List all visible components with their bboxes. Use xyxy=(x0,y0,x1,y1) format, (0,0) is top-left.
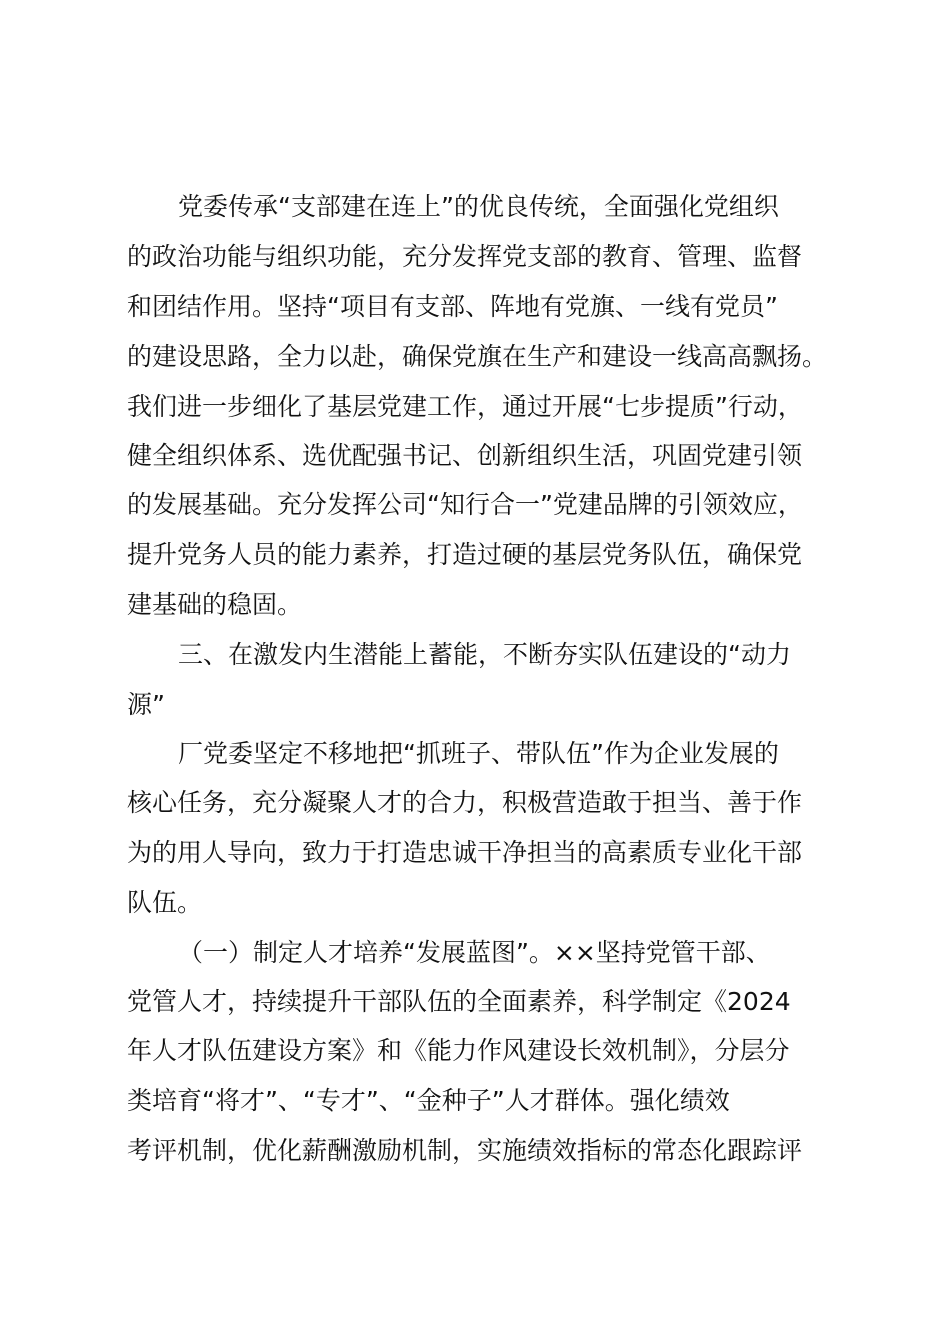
paragraph-1-line-2: 的政治功能与组织功能，充分发挥党支部的教育、管理、监督 xyxy=(127,242,803,271)
paragraph-1-line-9: 建基础的稳固。 xyxy=(127,590,303,619)
paragraph-1-line-5: 我们进一步细化了基层党建工作，通过开展“七步提质”行动， xyxy=(127,392,803,421)
paragraph-1-line-3: 和团结作用。坚持“项目有支部、阵地有党旗、一线有党员” xyxy=(127,292,778,321)
paragraph-1-line-7: 的发展基础。充分发挥公司“知行合一”党建品牌的引领效应， xyxy=(127,490,803,519)
paragraph-3-line-3: 为的用人导向，致力于打造忠诚干净担当的高素质专业化干部 xyxy=(127,838,803,867)
section-heading-line-2: 源” xyxy=(127,690,165,719)
paragraph-1-line-6: 健全组织体系、选优配强书记、创新组织生活，巩固党建引领 xyxy=(127,441,803,470)
paragraph-4-line-1: （一）制定人才培养“发展蓝图”。××坚持党管干部、 xyxy=(178,938,771,967)
paragraph-3-line-2: 核心任务，充分凝聚人才的合力，积极营造敢于担当、善于作 xyxy=(127,788,803,817)
paragraph-1-line-4: 的建设思路，全力以赴，确保党旗在生产和建设一线高高飘扬。 xyxy=(127,342,828,371)
paragraph-4-line-2: 党管人才，持续提升干部队伍的全面素养，科学制定《2024 xyxy=(127,987,791,1016)
paragraph-3-line-1: 厂党委坚定不移地把“抓班子、带队伍”作为企业发展的 xyxy=(178,739,779,768)
paragraph-3-line-4: 队伍。 xyxy=(127,888,203,917)
section-heading-line-1: 三、在激发内生潜能上蓄能，不断夯实队伍建设的“动力 xyxy=(178,640,791,669)
paragraph-1-line-8: 提升党务人员的能力素养，打造过硬的基层党务队伍，确保党 xyxy=(127,540,803,569)
paragraph-1-line-1: 党委传承“支部建在连上”的优良传统，全面强化党组织 xyxy=(178,192,779,221)
paragraph-4-line-5: 考评机制，优化薪酬激励机制，实施绩效指标的常态化跟踪评 xyxy=(127,1136,803,1165)
paragraph-4-line-3: 年人才队伍建设方案》和《能力作风建设长效机制》，分层分 xyxy=(127,1036,790,1065)
paragraph-4-line-4: 类培育“将才”、“专才”、“金种子”人才群体。强化绩效 xyxy=(127,1086,730,1115)
